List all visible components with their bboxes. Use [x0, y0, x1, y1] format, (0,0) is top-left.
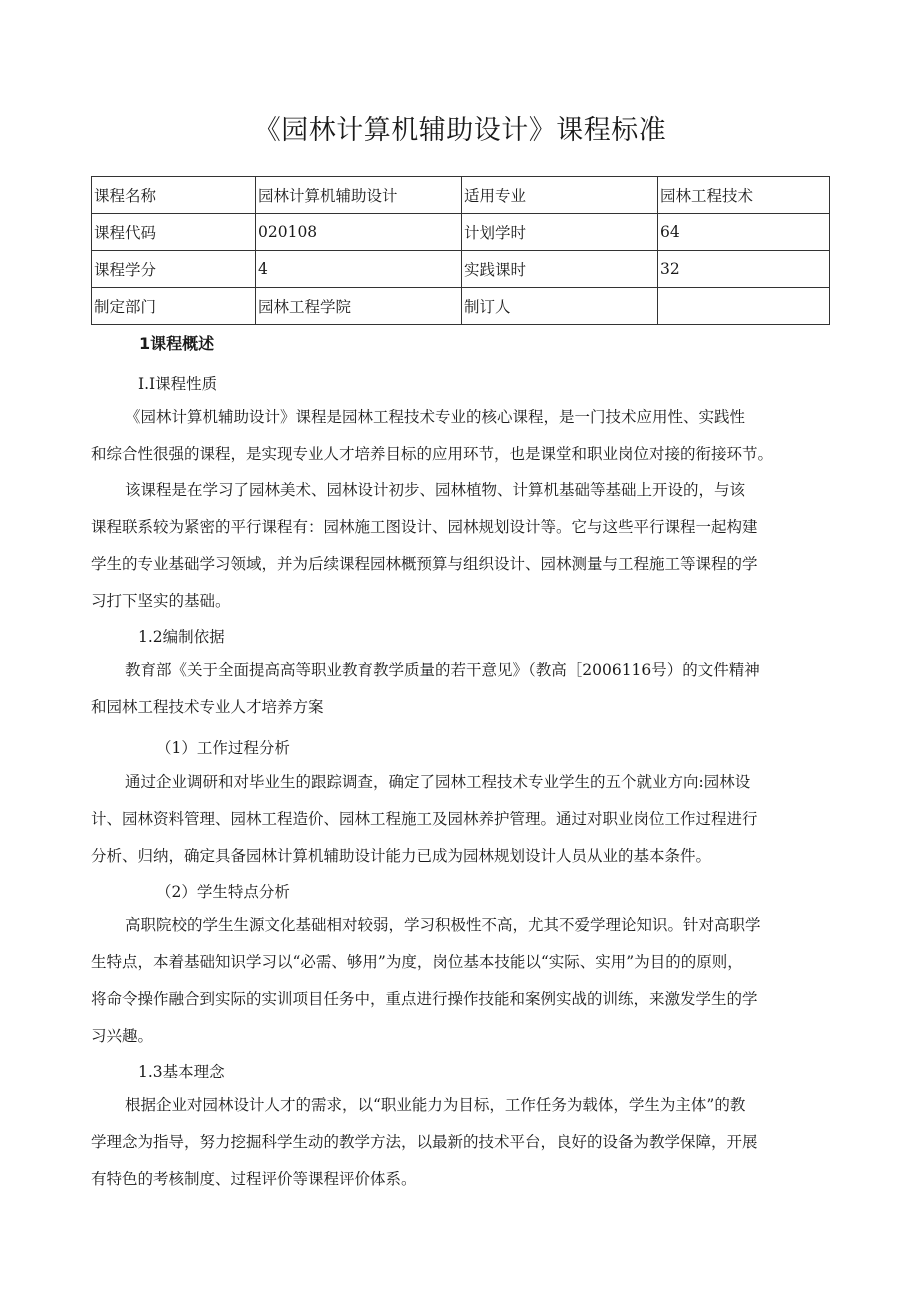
paragraph-student-traits	[91, 907, 836, 1055]
paragraph-line: 习兴趣。	[91, 1027, 154, 1045]
paragraph-basis	[91, 652, 836, 726]
table-cell: 制订人	[462, 288, 658, 325]
subsection-heading-basis: 1.2编制依据	[138, 628, 225, 646]
table-cell: 课程名称	[92, 177, 256, 214]
table-cell: 制定部门	[92, 288, 256, 325]
table-cell: 32	[658, 251, 830, 288]
paragraph-line: 学理念为指导，努力挖掘科学生动的教学方法，以最新的技术平台，良好的设备为教学保障，开展	[91, 1133, 758, 1151]
subsection-heading-nature: I.I课程性质	[138, 375, 218, 393]
paragraph-line: 高职院校的学生生源文化基础相对较弱，学习积极性不高，尤其不爱学理论知识。针对高职学	[125, 916, 761, 934]
table-cell: 计划学时	[462, 214, 658, 251]
table-cell: 实践课时	[462, 251, 658, 288]
table-cell: 园林工程技术	[658, 177, 830, 214]
item-heading-student-traits: （2）学生特点分析	[156, 883, 290, 901]
table-cell: 课程学分	[92, 251, 256, 288]
paragraph-line: 和综合性很强的课程，是实现专业人才培养目标的应用环节，也是课堂和职业岗位对接的衔接环节。	[91, 445, 774, 463]
paragraph-line: 该课程是在学习了园林美术、园林设计初步、园林植物、计算机基础等基础上开设的，与该	[125, 481, 746, 499]
table-cell: 4	[256, 251, 462, 288]
paragraph-course-relations	[91, 472, 836, 620]
paragraph-work-process	[91, 764, 836, 875]
paragraph-line: 课程联系较为紧密的平行课程有：园林施工图设计、园林规划设计等。它与这些平行课程一起构建	[91, 518, 758, 536]
paragraph-line: 分析、归纳，确定具备园林计算机辅助设计能力已成为园林规划设计人员从业的基本条件。	[91, 847, 712, 865]
paragraph-line: 学生的专业基础学习领域，并为后续课程园林概预算与组织设计、园林测量与工程施工等课程的学	[91, 555, 758, 573]
table-row	[92, 177, 830, 214]
paragraph-line: 《园林计算机辅助设计》课程是园林工程技术专业的核心课程，是一门技术应用性、实践性	[125, 408, 746, 426]
paragraph-line: 生特点，本着基础知识学习以“必需、够用”为度，岗位基本技能以“实际、实用”为目的的原则，	[91, 953, 743, 971]
paragraph-line: 根据企业对园林设计人才的需求，以“职业能力为目标，工作任务为载体，学生为主体”的教	[125, 1096, 746, 1114]
table-cell: 64	[658, 214, 830, 251]
table-row	[92, 288, 830, 325]
paragraph-line: 教育部《关于全面提高高等职业教育教学质量的若干意见》（教高［2006116号）的文件精神	[125, 661, 760, 679]
paragraph-line: 将命令操作融合到实际的实训项目任务中，重点进行操作技能和案例实战的训练，来激发学生的学	[91, 990, 758, 1008]
subsection-heading-philosophy: 1.3基本理念	[138, 1063, 225, 1081]
section-heading-overview: 1课程概述	[139, 334, 215, 353]
paragraph-line: 通过企业调研和对毕业生的跟踪调查，确定了园林工程技术专业学生的五个就业方向:园林设	[125, 773, 751, 791]
table-cell: 园林计算机辅助设计	[256, 177, 462, 214]
table-cell: 课程代码	[92, 214, 256, 251]
paragraph-line: 有特色的考核制度、过程评价等课程评价体系。	[91, 1170, 417, 1188]
paragraph-philosophy	[91, 1087, 836, 1198]
document-title: 《园林计算机辅助设计》课程标准	[253, 115, 667, 146]
table-row	[92, 214, 830, 251]
table-row	[92, 251, 830, 288]
paragraph-course-nature	[91, 399, 836, 473]
paragraph-line: 和园林工程技术专业人才培养方案	[91, 698, 324, 716]
course-info-table	[91, 176, 830, 325]
table-cell	[658, 288, 830, 325]
item-heading-work-process: （1）工作过程分析	[156, 739, 290, 757]
paragraph-line: 习打下坚实的基础。	[91, 592, 231, 610]
table-cell: 020108	[256, 214, 462, 251]
paragraph-line: 计、园林资料管理、园林工程造价、园林工程施工及园林养护管理。通过对职业岗位工作过程进行	[91, 810, 758, 828]
table-cell: 园林工程学院	[256, 288, 462, 325]
table-cell: 适用专业	[462, 177, 658, 214]
